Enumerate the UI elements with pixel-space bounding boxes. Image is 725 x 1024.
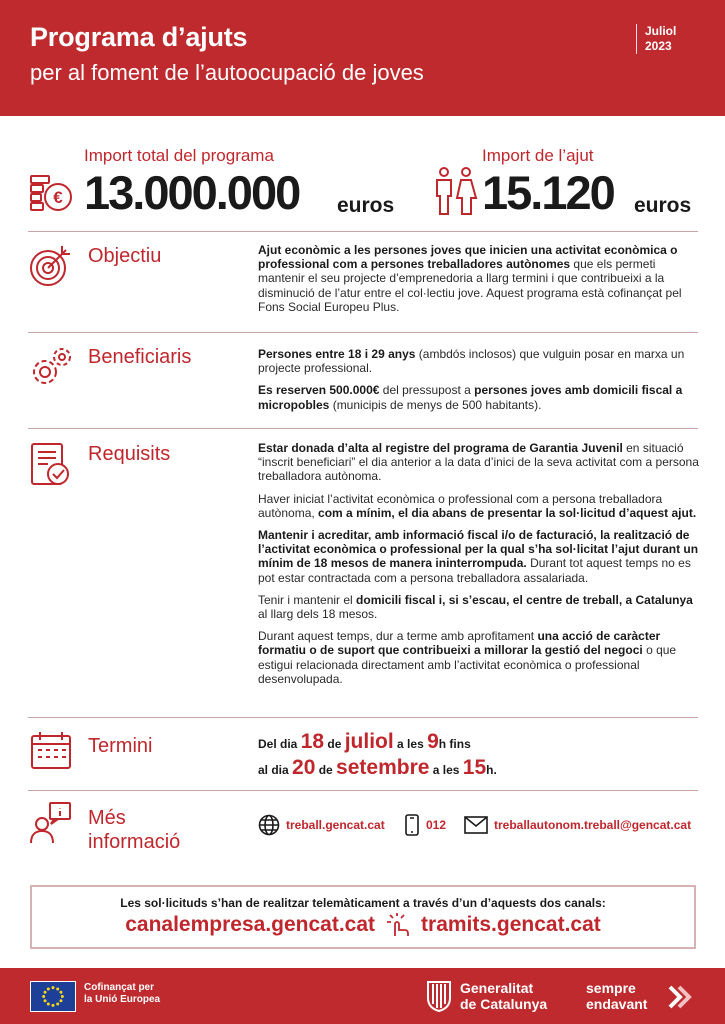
globe-icon: [258, 814, 280, 836]
t-text: h.: [486, 763, 497, 777]
web-link[interactable]: treball.gencat.cat: [286, 818, 385, 832]
req-text-5b: o que estigui relacionada directament amb l’activitat econòmica o professional desenvolupada.: [258, 643, 677, 686]
req-bold-5: una acció de caràcter formatiu o de suport que contribueixi a millorar la gestió del negoci: [258, 629, 661, 658]
req-bold-1: Estar donada d’alta al registre del programa de Garantia Juvenil: [258, 441, 623, 455]
svg-text:€: €: [53, 188, 63, 207]
deadline-line-1: [258, 730, 497, 756]
phone-number[interactable]: 012: [426, 818, 447, 832]
req-text-3: Durant tot aquest temps no es pot estar contractada com a persona treballadora assalariada.: [258, 556, 691, 585]
req-text-1: en situació “inscrit beneficiari” el dia anterior a la data d’inici de la seva activitat com a persona treballadora autònoma.: [258, 441, 699, 484]
total-amount-value: 13.000.000: [84, 166, 300, 219]
header-banner: [0, 0, 725, 116]
phone-contact[interactable]: [404, 812, 446, 838]
divider: [28, 231, 698, 232]
aid-amount-unit: euros: [634, 194, 692, 217]
generalitat-logo-icon: [426, 980, 452, 1012]
objectiu-bold: Ajut econòmic a les persones joves que inicien una activitat econòmica o professional com a persones treballadores autònomes: [258, 243, 678, 272]
date-month: Juliol: [645, 24, 677, 38]
sempre-endavant-logo: [586, 980, 647, 1012]
eu-line1: Cofinançat per: [84, 982, 155, 993]
start-month: juliol: [344, 730, 394, 753]
end-day: 20: [292, 756, 316, 779]
pointer-hand-icon: [385, 912, 411, 938]
page-subtitle: per al foment de l’autoocupació de joves: [30, 60, 424, 85]
divider: [28, 428, 698, 429]
total-amount-unit: euros: [337, 194, 395, 217]
mobile-phone-icon: [404, 814, 420, 836]
ben-bold-3: persones joves amb domicili fiscal a micropobles: [258, 383, 683, 412]
email-link[interactable]: treballautonom.treball@gencat.cat: [494, 818, 692, 832]
divider: [28, 717, 698, 718]
gears-icon: [28, 344, 74, 390]
section-title-info: [88, 806, 180, 854]
eu-cofinance-text: [84, 982, 160, 1006]
req-text-4b: al llarg dels 18 mesos.: [258, 607, 378, 622]
section-body-objectiu: [258, 243, 702, 322]
gen-line2: de Catalunya: [460, 996, 548, 1012]
page-title: Programa d’ajuts: [30, 22, 248, 52]
ben-bold-2: Es reserven 500.000€: [258, 383, 380, 398]
end-month: setembre: [336, 756, 430, 779]
req-bold-4: domicili fiscal i, si s’escau, el centre de treball, a Catalunya: [356, 592, 693, 607]
ben-bold-1: Persones entre 18 i 29 anys: [258, 347, 416, 361]
info-title-line2: informació: [88, 831, 181, 853]
ben-text-1: (ambdós inclosos) que vulguin posar en marxa un projecte professional.: [258, 347, 685, 376]
generalitat-name: [460, 980, 547, 1012]
calendar-icon: [28, 728, 74, 774]
envelope-icon: [464, 816, 488, 834]
start-hour: 9: [427, 730, 439, 753]
people-icon: [432, 166, 478, 218]
ben-text-3: (municipis de menys de 500 habitants).: [329, 397, 542, 412]
target-icon: [28, 242, 74, 288]
req-text-2: Haver iniciat l’activitat econòmica o professional com a persona treballadora autònoma,: [258, 491, 663, 520]
total-amount-label: Import total del programa: [84, 146, 274, 165]
checklist-icon: [28, 441, 74, 487]
req-text-5a: Durant aquest temps, dur a terme amb aprofitament: [258, 629, 538, 644]
section-title-termini: Termini: [88, 735, 153, 757]
date-badge: [636, 24, 698, 54]
tramits-link[interactable]: tramits.gencat.cat: [421, 913, 601, 936]
sempre-line2: endavant: [586, 996, 648, 1012]
channels-links: [32, 912, 694, 938]
gen-line1: Generalitat: [460, 980, 534, 996]
info-title-line1: Més: [88, 807, 126, 829]
t-text: a les: [429, 763, 463, 777]
t-text: al dia: [258, 763, 293, 777]
canal-empresa-link[interactable]: canalempresa.gencat.cat: [125, 913, 376, 936]
section-body-requisits: [258, 441, 702, 694]
t-text: de: [324, 737, 345, 751]
req-bold-2: com a mínim, el dia abans de presentar la sol·licitud d’aquest ajut.: [318, 505, 697, 520]
objectiu-text: que els permeti mantenir el seu projecte d’emprenedoria a llarg termini i que contribueixi a la disminució de l’atur entre el col·lectiu jove. Aquest programa està cofinançat pel Fons Social Europeu Plus.: [258, 257, 682, 314]
channels-caption: Les sol·licituds s’han de realitzar telemàticament a través d’un d’aquests dos canals:: [120, 896, 606, 910]
ben-text-2: del pressupost a: [379, 383, 475, 398]
deadline-line-2: [258, 756, 497, 782]
email-contact[interactable]: [464, 812, 691, 838]
eu-flag-icon: [30, 981, 76, 1012]
t-text: de: [315, 763, 337, 777]
section-title-beneficiaris: Beneficiaris: [88, 346, 192, 368]
end-hour: 15: [462, 756, 487, 779]
aid-amount-value: 15.120: [482, 166, 614, 219]
chevron-right-icon: [666, 983, 694, 1011]
req-text-4a: Tenir i mantenir el: [258, 592, 357, 607]
section-title-objectiu: Objectiu: [88, 245, 162, 267]
t-text: h fins: [438, 737, 471, 751]
start-day: 18: [300, 730, 325, 753]
footer-bar: [0, 968, 725, 1024]
info-person-icon: [28, 800, 74, 846]
channels-box: [30, 885, 696, 949]
t-text: Del dia: [258, 737, 301, 751]
web-contact[interactable]: [258, 812, 385, 838]
date-year: 2023: [645, 39, 672, 53]
divider: [28, 332, 698, 333]
deadline-block: [258, 730, 497, 782]
section-title-requisits: Requisits: [88, 443, 171, 465]
t-text: a les: [393, 737, 428, 751]
euro-coins-icon: [28, 168, 76, 216]
req-bold-3: Mantenir i acreditar, amb informació fiscal i/o de facturació, la realització de l’activitat econòmica o professional per la qual s’ha sol·licitat l’ajut durant un mínim de 18 mesos de manera ininterrompuda.: [258, 528, 699, 571]
amounts-band: [0, 146, 725, 224]
contact-row: [258, 812, 702, 838]
section-body-beneficiaris: [258, 347, 702, 420]
sempre-line1: sempre: [586, 980, 636, 996]
aid-amount-label: Import de l’ajut: [482, 146, 594, 165]
divider: [28, 790, 698, 791]
eu-line2: la Unió Europea: [84, 994, 161, 1005]
